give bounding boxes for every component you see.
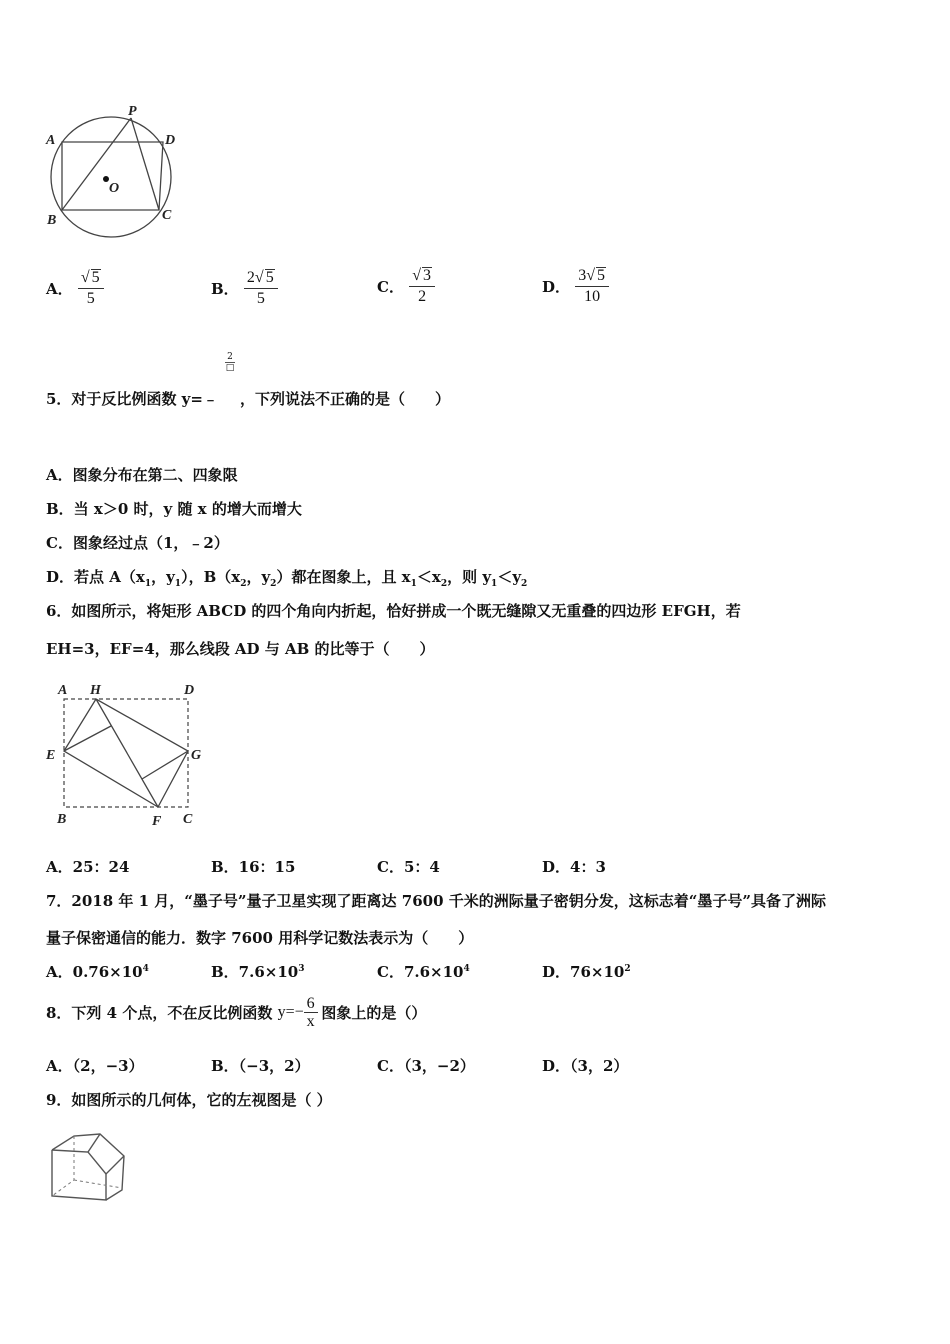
q6-option-a[interactable]: A．25：24 (46, 858, 130, 876)
q5-option-c[interactable]: C．图象经过点（1，﹣2） (46, 534, 229, 552)
q7-stem-line1: 7．2018 年 1 月，“墨子号”量子卫星实现了距离达 7600 千米的洲际量子密钥分发，这标志着“墨子号”具备了洲际 (46, 892, 826, 910)
label-b: B (57, 812, 67, 827)
q6-option-b[interactable]: B．16：15 (211, 858, 296, 876)
fold-line-1 (96, 699, 158, 807)
label-b: B (47, 213, 57, 228)
q8-stem: 8．下列 4 个点，不在反比例函数 y=− $\frac{6}{x}$ 图象上的是（） (46, 995, 427, 1030)
label-o: O (109, 181, 120, 196)
roof-edges (52, 1150, 124, 1174)
q8-option-a[interactable]: A．（2，−3） (46, 1057, 144, 1075)
q4-a-fraction: $\frac{√ 5}{5}$ (78, 268, 104, 309)
q4-option-d[interactable]: D． $\frac{3√ 5}{10}$ (542, 266, 609, 307)
segment-pc (131, 118, 159, 210)
q5-stem: 5．对于反比例函数 y=﹣ ，下列说法不正确的是（ ） (46, 390, 450, 408)
q4-option-c[interactable]: C． $\frac{√ 3}{2}$ (377, 266, 435, 307)
label-e: E (46, 748, 56, 763)
q5-small-fraction: 2 □ (225, 352, 235, 373)
q5-option-d[interactable]: D．若点 $A(x_1$，$y_1$），$B(x_2$，$y_2$）都在图象上，且 $x_1<x_2$，则 $y_1<y_2$ (46, 568, 528, 589)
q9-stem: 9．如图所示的几何体，它的左视图是（ ） (46, 1091, 332, 1109)
label-d: D (165, 133, 176, 148)
q4-b-fraction: $\frac{2√ 5}{5}$ (244, 268, 278, 309)
roof-ridge (88, 1134, 100, 1152)
q7-option-a[interactable]: A．$0.76\times 10^4$ (46, 963, 149, 981)
label-h: H (90, 683, 101, 698)
q5-option-b[interactable]: B．当 x＞0 时，y 随 x 的增大而增大 (46, 500, 302, 518)
q4-option-a[interactable]: A． $\frac{√ 5}{5}$ (46, 268, 104, 309)
q7-option-b[interactable]: B．$7.6\times 10^3$ (211, 963, 305, 981)
q8-option-b[interactable]: B．（−3，2） (211, 1057, 310, 1075)
circle-rectangle-figure (40, 100, 185, 245)
label-f: F (152, 814, 162, 829)
q4-d-fraction: $\frac{3√ 5}{10}$ (575, 266, 609, 307)
q8-option-d[interactable]: D．（3，2） (542, 1057, 629, 1075)
label-p: P (128, 104, 137, 119)
hidden-edges (52, 1136, 74, 1196)
q8-option-c[interactable]: C．（3，−2） (377, 1057, 475, 1075)
label-a: A (58, 683, 68, 698)
q7-option-d[interactable]: D．$76\times 10^2$ (542, 963, 631, 981)
label-c: C (183, 812, 193, 827)
rectangle-abcd-dashed (64, 699, 188, 807)
q6-option-d[interactable]: D．4：3 (542, 858, 606, 876)
hidden-edge-2 (74, 1180, 122, 1188)
q5-option-a[interactable]: A．图象分布在第二、四象限 (46, 466, 238, 484)
q6-stem-line2: EH=3，EF=4，那么线段 AD 与 AB 的比等于（ ） (46, 640, 435, 658)
q6-stem-line1: 6．如图所示，将矩形 ABCD 的四个角向内折起，恰好拼成一个既无缝隙又无重叠的四边形 EFGH，若 (46, 602, 741, 620)
q4-option-b[interactable]: B． $\frac{2√ 5}{5}$ (211, 268, 278, 309)
folded-rectangle-figure (40, 675, 215, 835)
label-d: D (184, 683, 195, 698)
solid-figure (40, 1130, 135, 1210)
rectangle-abcd (62, 142, 163, 210)
label-a: A (46, 133, 56, 148)
q7-stem-line2: 量子保密通信的能力．数字 7600 用科学记数法表示为（ ） (46, 929, 474, 947)
front-face (52, 1150, 106, 1200)
q6-option-c[interactable]: C．5：4 (377, 858, 440, 876)
q7-option-c[interactable]: C．$7.6\times 10^4$ (377, 963, 470, 981)
q4-c-fraction: $\frac{√ 3}{2}$ (409, 266, 435, 307)
circle-o (51, 117, 171, 237)
label-c: C (162, 208, 172, 223)
q8-function: y=− $\frac{6}{x}$ (278, 1004, 322, 1020)
label-g: G (191, 748, 202, 763)
quad-efgh (64, 699, 188, 807)
